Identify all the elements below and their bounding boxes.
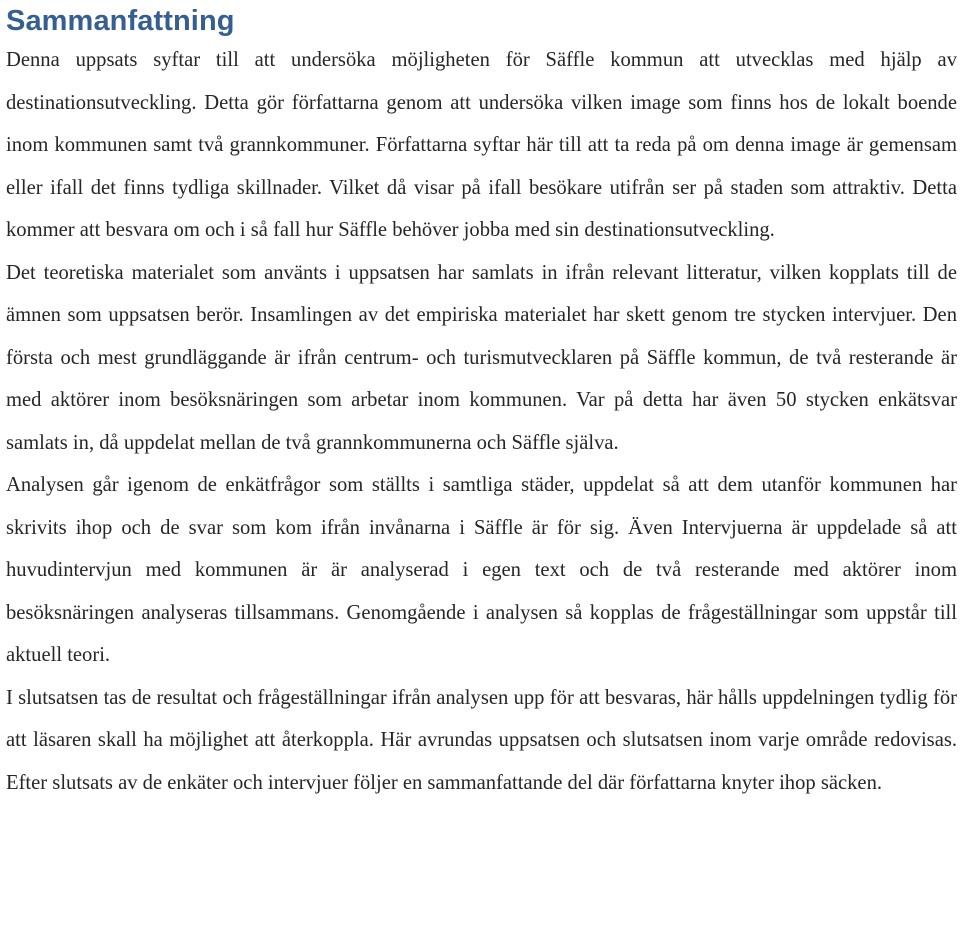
paragraph-conclusion: I slutsatsen tas de resultat och frågeställningar ifrån analysen upp för att besvaras, här hålls uppdelningen tydlig för att läsaren skall ha möjlighet att återkoppla. Här avrundas uppsatsen och slutsatsen inom varje område redovisas. Efter slutsats av de enkäter och intervjuer följer en sammanfattande del där författarna knyter ihop säcken. [6, 686, 957, 794]
paragraph-analysis: Analysen går igenom de enkätfrågor som ställts i samtliga städer, uppdelat så att dem utanför kommunen har skrivits ihop och de svar som kom ifrån invånarna i Säffle är för sig. Även Intervjuerna är uppdelade så att huvudintervjun med kommunen är är analyserad i egen text och de två resterande med aktörer inom besöksnäringen analyseras tillsammans. Genomgående i analysen så kopplas de frågeställningar som uppstår till aktuell teori. [6, 474, 957, 666]
paragraph-purpose: Denna uppsats syftar till att undersöka möjligheten för Säffle kommun att utvecklas med hjälp av destinationsutveckling. Detta gör författarna genom att undersöka vilken image som finns hos de lokalt boende inom kommunen samt två grannkommuner. Författarna syftar här till att ta reda på om denna image är gemensam eller ifall det finns tydliga skillnader. Vilket då visar på ifall besökare utifrån ser på staden som attraktiv. Detta kommer att besvara om och i så fall hur Säffle behöver jobba med sin destinationsutveckling. [6, 49, 957, 241]
document-page [6, 0, 957, 804]
section-heading: Sammanfattning [6, 5, 235, 37]
paragraph-method: Det teoretiska materialet som använts i uppsatsen har samlats in ifrån relevant litteratur, vilken kopplats till de ämnen som uppsatsen berör. Insamlingen av det empiriska materialet har skett genom tre stycken intervjuer. Den första och mest grundläggande är ifrån centrum- och turismutvecklaren på Säffle kommun, de två resterande är med aktörer inom besöksnäringen som arbetar inom kommunen. Var på detta har även 50 stycken enkätsvar samlats in, då uppdelat mellan de två grannkommunerna och Säffle själva. [6, 261, 957, 454]
